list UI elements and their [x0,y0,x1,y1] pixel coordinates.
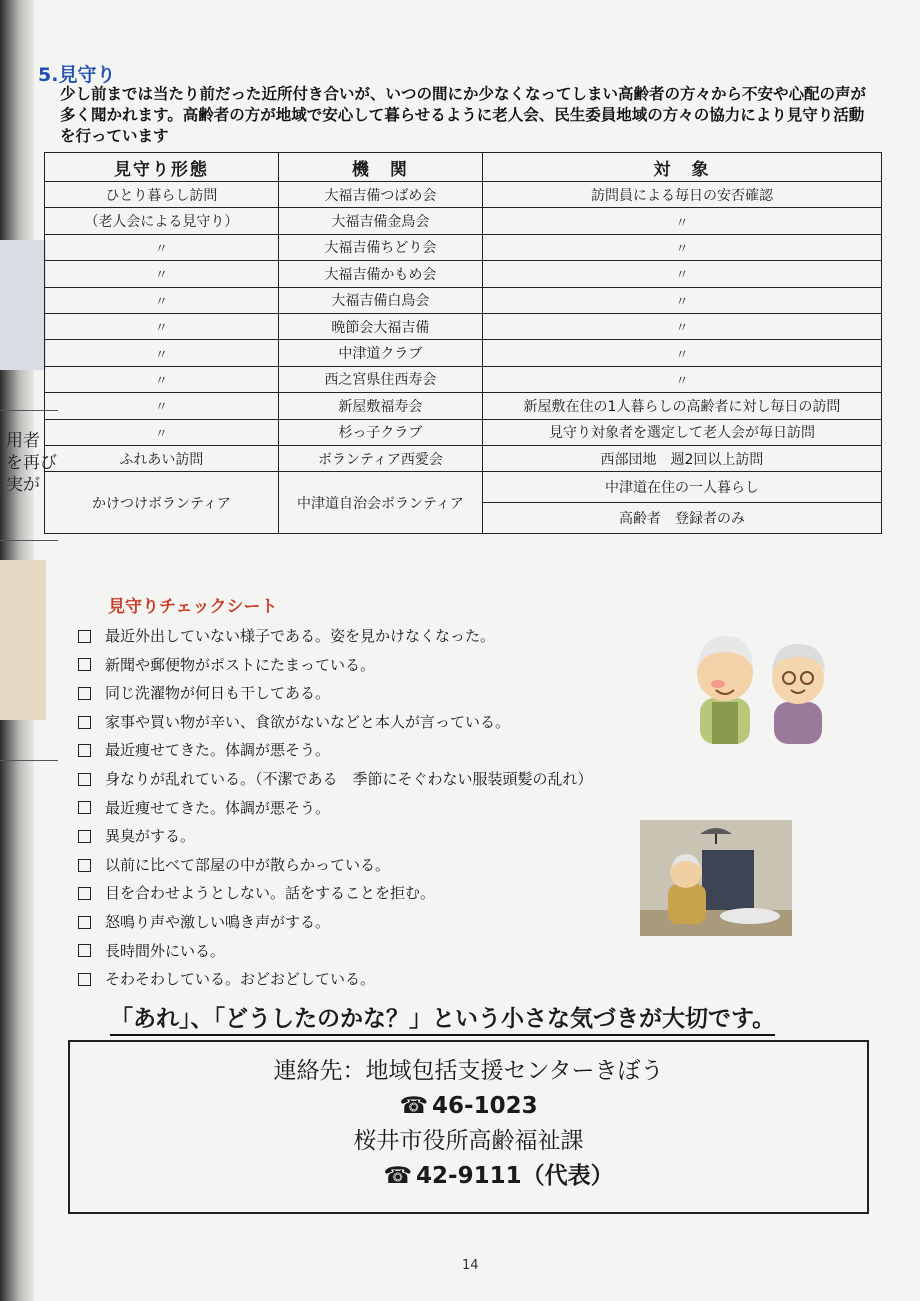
slogan: 「あれ」、「どうしたのかな？」という小さな気づきが大切です。 [110,1000,775,1036]
cell-organization: 中津道自治会ボランティア [278,472,482,534]
table-row [45,313,882,339]
phone-icon: ☎ [399,1093,429,1119]
table-body [45,182,882,534]
checkbox-icon [78,801,91,814]
table-row [45,419,882,445]
section-title: 5.見守り [38,64,116,86]
cell-target: 新屋敷在住の1人暮らしの高齢者に対し毎日の訪問 [482,393,881,419]
column-header-target: 対 象 [482,153,881,182]
cell-target: 西部団地 週2回以上訪問 [482,445,881,471]
cell-form: かけつけボランティア [45,472,279,534]
table-row [45,366,882,392]
cell-target: 〃 [482,287,881,313]
cell-organization: ボランティア西愛会 [278,445,482,471]
cell-organization: 中津道クラブ [278,340,482,366]
table-row [45,287,882,313]
checklist-item-text: 怒鳴り声や激しい鳴き声がする。 [105,912,331,931]
column-header-organization: 機 関 [278,153,482,182]
adjacent-page-photo [0,560,46,720]
cell-organization: 大福吉備つばめ会 [278,182,482,208]
checklist-item [78,765,593,794]
adjacent-page-rule [0,540,58,541]
checkbox-icon [78,744,91,757]
checklist-item [78,736,593,765]
watch-activities-table [44,152,882,534]
checkbox-icon [78,687,91,700]
cell-organization: 大福吉備かもめ会 [278,261,482,287]
checklist-item [78,879,593,908]
checklist-item-text: 最近痩せてきた。体調が悪そう。 [105,741,331,760]
cell-form: 〃 [45,340,279,366]
cell-organization: 大福吉備金鳥会 [278,208,482,234]
phone-icon: ☎ [383,1163,413,1189]
cell-target: 〃 [482,313,881,339]
cell-form: 〃 [45,366,279,392]
checklist-item [78,965,593,994]
cell-target: 中津道在住の一人暮らし [482,472,881,503]
cell-organization: 杉っ子クラブ [278,419,482,445]
checkbox-icon [78,916,91,929]
contact-center-name: 連絡先：地域包括支援センターきぼう [273,1058,664,1084]
cell-form: 〃 [45,393,279,419]
adjacent-page-text: 用者 を再び 実が [6,431,57,495]
table-row [45,340,882,366]
checklist-item [78,708,593,737]
checklist-item-text: 以前に比べて部屋の中が散らかっている。 [105,855,391,874]
contact-box [68,1040,869,1214]
checklist-item [78,679,593,708]
checklist-item-text: 最近痩せてきた。体調が悪そう。 [105,798,331,817]
checklist-item [78,851,593,880]
checklist-item-text: 身なりが乱れている。（不潔である 季節にそぐわない服装頭髪の乱れ） [105,769,593,788]
cell-target: 訪問員による毎日の安否確認 [482,182,881,208]
checkbox-icon [78,716,91,729]
table-row [45,445,882,471]
cell-target: 〃 [482,234,881,260]
table-row [45,261,882,287]
cell-form: （老人会による見守り） [45,208,279,234]
cell-form: 〃 [45,419,279,445]
cell-target: 〃 [482,261,881,287]
table-row [45,472,882,503]
checklist-item-text: 目を合わせようとしない。話をすることを拒む。 [105,884,436,903]
checkbox-icon [78,658,91,671]
checklist-item-text: 同じ洗濯物が何日も干してある。 [105,684,331,703]
cell-form: ひとり暮らし訪問 [45,182,279,208]
checklist-item-text: 異臭がする。 [105,827,196,846]
cell-target: 高齢者 登録者のみ [482,503,881,534]
checklist [78,622,593,994]
table-header-row [45,153,882,182]
cell-organization: 晩節会大福吉備 [278,313,482,339]
checklist-item [78,937,593,966]
checkbox-icon [78,887,91,900]
checkbox-icon [78,630,91,643]
cell-form: 〃 [45,234,279,260]
adjacent-page-rule [0,760,58,761]
cell-organization: 新屋敷福寿会 [278,393,482,419]
cell-organization: 西之宮県住西寿会 [278,366,482,392]
phone-number-1: 46-1023 [432,1093,538,1119]
contact-phone-1 [70,1089,867,1124]
column-header-form: 見守り形態 [45,153,279,182]
checkbox-icon [78,830,91,843]
cell-target: 〃 [482,208,881,234]
checkbox-icon [78,973,91,986]
checkbox-icon [78,859,91,872]
table-row [45,234,882,260]
checklist-title: 見守りチェックシート [108,597,278,617]
table-row [45,182,882,208]
cell-form: 〃 [45,287,279,313]
contact-phone-2 [70,1159,867,1194]
table-row [45,393,882,419]
elderly-couple-illustration [690,628,830,744]
elderly-man-alone-illustration [640,820,792,936]
page-number: 14 [462,1258,479,1273]
checklist-item [78,794,593,823]
checklist-item [78,908,593,937]
checklist-item [78,822,593,851]
contact-office-name: 桜井市役所高齢福祉課 [353,1128,584,1154]
intro-paragraph: 少し前までは当たり前だった近所付き合いが、いつの間にか少なくなってしまい高齢者の方々から不安や心配の声が多く聞かれます。高齢者の方が地域で安心して暮らせるように老人会、民生委員地域の方々の協力により見守り活動を行っています [60,85,867,145]
table-row [45,208,882,234]
cell-organization: 大福吉備ちどり会 [278,234,482,260]
phone-number-2: 42-9111（代表） [416,1163,614,1189]
checklist-item-text: そわそわしている。おどおどしている。 [105,970,376,989]
checklist-item [78,651,593,680]
cell-form: 〃 [45,261,279,287]
checkbox-icon [78,773,91,786]
cell-form: ふれあい訪問 [45,445,279,471]
checklist-item-text: 最近外出していない様子である。姿を見かけなくなった。 [105,627,496,645]
checklist-item [78,622,593,651]
cell-target: 見守り対象者を選定して老人会が毎日訪問 [482,419,881,445]
checklist-item-text: 長時間外にいる。 [105,941,226,960]
checklist-item-text: 家事や買い物が辛い、食欲がないなどと本人が言っている。 [105,712,511,731]
cell-target: 〃 [482,340,881,366]
adjacent-page-photo [0,240,46,370]
cell-organization: 大福吉備白鳥会 [278,287,482,313]
cell-form: 〃 [45,313,279,339]
checklist-item-text: 新聞や郵便物がポストにたまっている。 [105,655,376,674]
checkbox-icon [78,944,91,957]
cell-target: 〃 [482,366,881,392]
